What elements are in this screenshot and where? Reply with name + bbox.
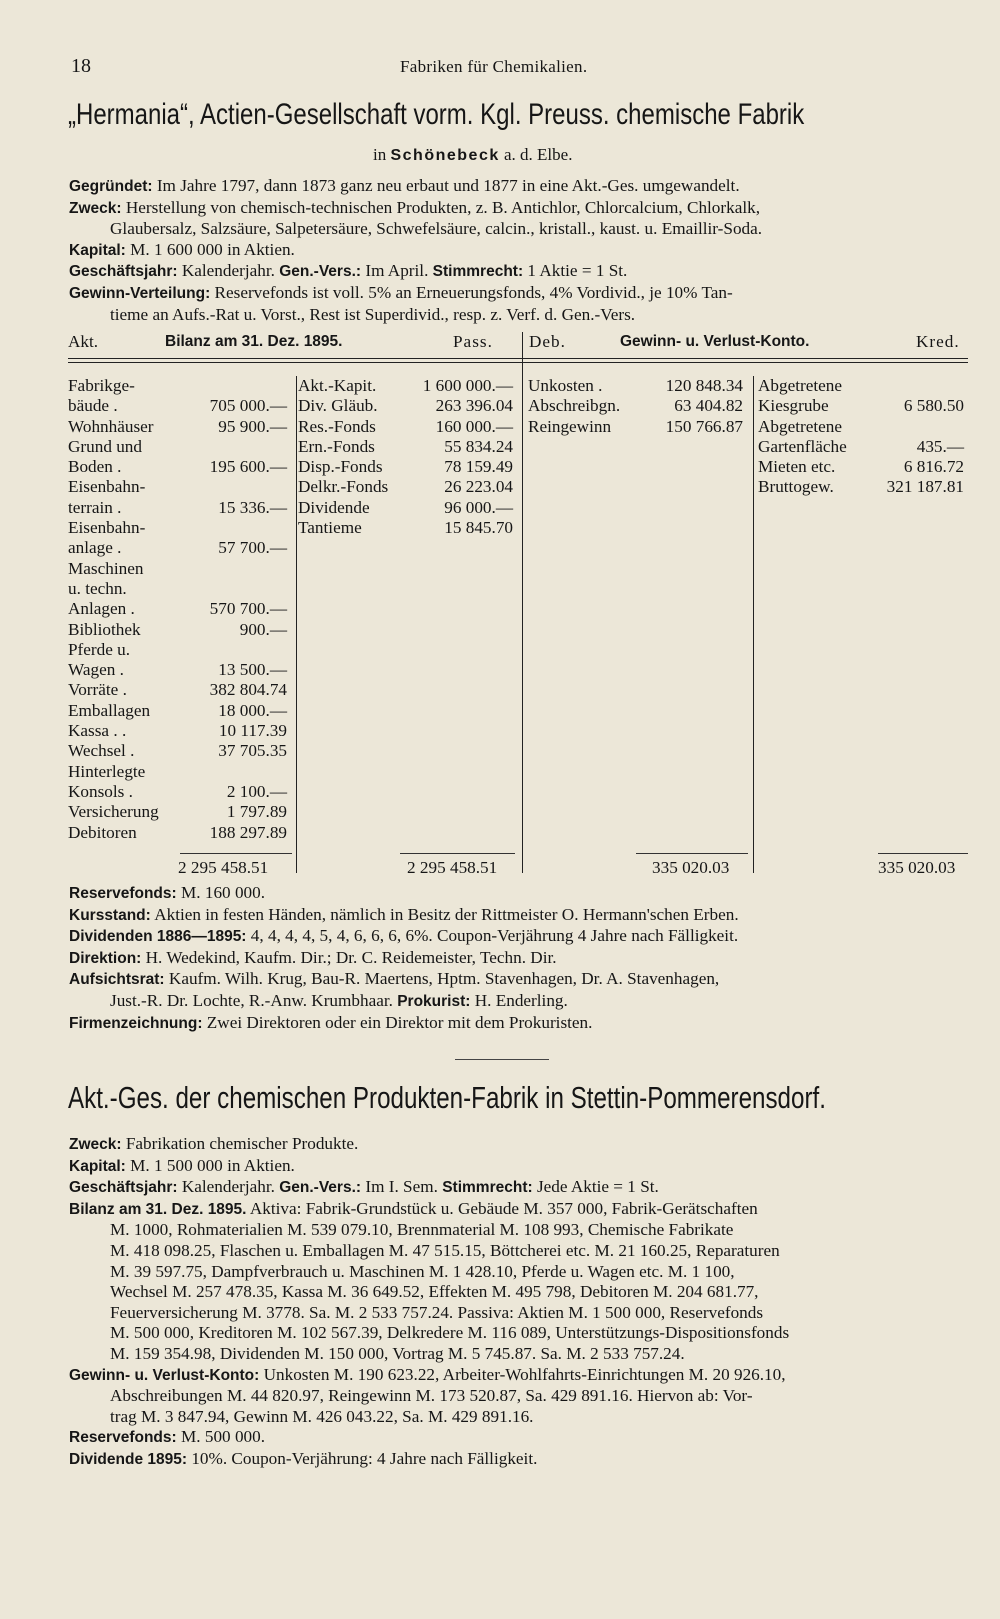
field-key: Geschäftsjahr: [69, 263, 178, 281]
row-value: 15 336.— [218, 497, 287, 517]
field-text: Im I. Sem. [365, 1177, 438, 1197]
deb-label: Deb. [529, 332, 566, 351]
akt-sum-rule [180, 853, 292, 854]
table-row [68, 437, 287, 457]
table-row [68, 660, 287, 680]
company2-fields [69, 1134, 969, 1471]
row-label: Kassa . . [68, 721, 127, 741]
field-text: M. 418 098.25, Flaschen u. Emballagen M. 47 515.15, Böttcherei etc. M. 21 160.25, Reparaturen [110, 1240, 780, 1260]
kred-sum-rule [878, 853, 968, 854]
row-value: 900.— [239, 619, 287, 639]
row-value: 263 396.04 [435, 396, 513, 416]
row-label: Ern.-Fonds [298, 436, 375, 456]
text-line [69, 261, 969, 283]
row-value: 1 600 000.— [422, 376, 513, 395]
subtitle-pre: in [373, 145, 387, 164]
row-label: Unkosten . [528, 376, 603, 395]
table-row [528, 396, 743, 416]
row-value: 57 700.— [218, 538, 287, 558]
table-row [758, 437, 964, 457]
field-key: Reservefonds: [69, 1429, 177, 1447]
row-label: Abschreibgn. [528, 396, 621, 416]
row-label: Pferde u. [68, 639, 131, 659]
field-key: Gegründet: [69, 178, 153, 195]
row-value: 188 297.89 [209, 822, 287, 842]
total-deb: 335 020.03 [652, 858, 730, 877]
table-row [68, 417, 287, 437]
field-key: Stimmrecht: [432, 263, 524, 281]
field-text: Fabrikation chemischer Produkte. [125, 1134, 359, 1153]
field-key: Kapital: [69, 241, 126, 259]
text-line [69, 991, 969, 1013]
field-key: Firmenzeichnung: [69, 1014, 203, 1032]
table-row [68, 518, 287, 538]
table-row [68, 538, 287, 558]
row-label: Div. Gläub. [298, 396, 378, 416]
table-row [68, 376, 287, 396]
table-row [758, 376, 964, 396]
field-text: Zwei Direktoren oder ein Direktor mit dem Prokuristen. [206, 1012, 593, 1032]
field-key: Kursstand: [69, 906, 151, 924]
text-line [69, 1156, 969, 1178]
section-separator [455, 1059, 549, 1060]
row-label: Abgetretene [758, 376, 842, 395]
text-line [69, 1013, 969, 1035]
text-line [69, 1407, 969, 1428]
table-row [68, 498, 287, 518]
field-text: M. 1 500 000 in Aktien. [130, 1155, 295, 1175]
company2-title: Akt.-Ges. der chemischen Produkten-Fabrik in Stettin-Pommerensdorf. [68, 1080, 826, 1115]
pass-sum-rule [400, 853, 515, 854]
company1-title: „Hermania“, Actien-Gesellschaft vorm. Kgl. Preuss. chemische Fabrik [68, 98, 805, 131]
row-label: Akt.-Kapit. [298, 376, 377, 395]
table-row [68, 701, 287, 721]
row-label: u. techn. [68, 578, 127, 598]
row-value: 26 223.04 [444, 477, 513, 497]
field-key: Kapital: [69, 1157, 126, 1175]
row-value: 55 834.24 [444, 436, 513, 456]
field-text: Feuerversicherung M. 3778. Sa. M. 2 533 757.24. Passiva: Aktien M. 1 500 000, Reservefonds [110, 1302, 764, 1322]
field-key: Zweck: [69, 199, 122, 217]
row-label: Kiesgrube [758, 396, 829, 416]
field-text: M. 500 000. [180, 1427, 266, 1447]
row-label: anlage . [68, 538, 122, 558]
field-key: Gen.-Vers.: [279, 1179, 362, 1197]
row-value: 2 100.— [226, 781, 287, 801]
text-line [69, 1199, 969, 1221]
pass-label: Pass. [453, 332, 493, 351]
text-line [69, 926, 969, 948]
field-text: Abschreibungen M. 44 820.97, Reingewinn M. 173 520.87, Sa. 429 891.16. Hiervon ab: Vor- [110, 1386, 753, 1406]
row-label: Boden . [68, 457, 122, 477]
row-value: 6 580.50 [903, 396, 964, 416]
table-row [758, 457, 964, 477]
deb-sum-rule [636, 853, 748, 854]
row-value: 37 705.35 [218, 741, 287, 761]
field-text: 1 Aktie = 1 St. [527, 261, 628, 281]
field-text: Jede Aktie = 1 St. [536, 1177, 659, 1197]
row-label: Dividende [298, 497, 370, 517]
table-row [68, 741, 287, 761]
kredit-column [758, 376, 964, 498]
text-line [69, 1134, 969, 1156]
field-text: M. 39 597.75, Dampfverbrauch u. Maschinen M. 1 428.10, Pferde u. Wagen etc. M. 1 100, [110, 1261, 735, 1281]
row-label: Reingewinn [528, 416, 612, 436]
row-value: 120 848.34 [665, 376, 743, 395]
table-row [68, 640, 287, 660]
table-row [758, 417, 964, 437]
row-label: Wagen . [68, 660, 124, 680]
text-line [69, 905, 969, 927]
kred-label: Kred. [916, 332, 960, 351]
text-line [69, 1241, 969, 1262]
text-line [69, 219, 969, 240]
row-value: 95 900.— [218, 416, 287, 436]
table-row [68, 559, 287, 579]
table-row [68, 680, 287, 700]
row-label: terrain . [68, 497, 122, 517]
table-row [298, 457, 513, 477]
row-label: Vorräte . [68, 680, 127, 700]
total-akt: 2 295 458.51 [178, 858, 269, 877]
field-text: Aktiva: Fabrik-Grundstück u. Gebäude M. 357 000, Fabrik-Gerätschaften [249, 1198, 758, 1218]
field-text: M. 160 000. [180, 883, 266, 902]
subtitle-city: Schönebeck [390, 147, 500, 164]
row-value: 1 797.89 [226, 802, 287, 822]
row-label: bäude . [68, 396, 118, 416]
field-text: M. 1000, Rohmaterialien M. 539 079.10, Brennmaterial M. 108 993, Chemische Fabrikate [110, 1220, 734, 1240]
text-line [69, 1386, 969, 1407]
row-value: 160 000.— [435, 416, 513, 436]
row-value: 10 117.39 [218, 721, 287, 741]
text-line [69, 1303, 969, 1324]
text-line [69, 240, 969, 262]
row-value: 150 766.87 [665, 416, 743, 436]
field-text: Reservefonds ist voll. 5% an Erneuerungsfonds, 4% Vordivid., je 10% Tan- [214, 282, 733, 302]
company1-fields [69, 176, 969, 325]
table-row [528, 376, 743, 396]
field-text: Just.-R. Dr. Lochte, R.-Anw. Krumbhaar. [110, 990, 393, 1010]
table-row [68, 782, 287, 802]
table-divider-2 [522, 362, 523, 873]
row-value: 570 700.— [209, 599, 287, 619]
field-text: Kalenderjahr. [181, 261, 275, 281]
row-value: 15 845.70 [444, 518, 513, 538]
field-key: Reservefonds: [69, 885, 177, 902]
row-label: Fabrikge- [68, 376, 135, 395]
row-value: 321 187.81 [886, 477, 964, 497]
text-line [69, 1427, 969, 1449]
field-text: trag M. 3 847.94, Gewinn M. 426 043.22, Sa. M. 429 891.16. [110, 1406, 534, 1426]
field-text: Herstellung von chemisch-technischen Produkten, z. B. Antichlor, Chlorcalcium, Chlorkalk, [125, 197, 761, 217]
row-label: Anlagen . [68, 599, 135, 619]
row-value: 435.— [916, 436, 964, 456]
text-line [69, 948, 969, 970]
akt-label: Akt. [68, 332, 99, 351]
table-row [68, 579, 287, 599]
field-text: Kaufm. Wilh. Krug, Bau-R. Maertens, Hptm. Stavenhagen, Dr. A. Stavenhagen, [168, 969, 720, 989]
row-label: Konsols . [68, 781, 133, 801]
text-line [69, 969, 969, 991]
field-key: Stimmrecht: [442, 1179, 533, 1197]
table-row [68, 599, 287, 619]
table-row [298, 477, 513, 497]
table-row [298, 498, 513, 518]
field-key: Prokurist: [397, 992, 471, 1010]
text-line [69, 1282, 969, 1303]
field-text: M. 1 600 000 in Aktien. [130, 239, 295, 259]
passiva-column [298, 376, 513, 538]
field-key: Direktion: [69, 949, 142, 967]
row-value: 195 600.— [209, 457, 287, 477]
row-value: 96 000.— [444, 497, 513, 517]
field-text: 10%. Coupon-Verjährung: 4 Jahre nach Fälligkeit. [191, 1448, 538, 1468]
table-row [758, 477, 964, 497]
text-line [69, 1177, 969, 1199]
field-text: Glaubersalz, Salzsäure, Salpetersäure, Schwefelsäure, calcin., kristall., kaust. u. Emaillir-Soda. [110, 219, 763, 239]
row-label: Emballagen [68, 700, 151, 720]
row-label: Res.-Fonds [298, 416, 376, 436]
table-row [298, 518, 513, 538]
row-label: Grund und [68, 436, 142, 456]
text-line [69, 883, 969, 905]
field-key: Gen.-Vers.: [279, 263, 362, 281]
field-key: Dividenden 1886—1895: [69, 928, 247, 946]
row-label: Bruttogew. [758, 477, 834, 497]
row-label: Disp.-Fonds [298, 457, 383, 477]
field-text: Kalenderjahr. [181, 1177, 275, 1197]
field-key: Gewinn-Verteilung: [69, 284, 211, 302]
header-divider [522, 332, 523, 362]
table-divider-3 [753, 376, 754, 873]
row-label: Wohnhäuser [68, 416, 154, 436]
total-pass: 2 295 458.51 [407, 858, 498, 877]
bilanz-title: Bilanz am 31. Dez. 1895. [165, 333, 343, 350]
table-row [68, 721, 287, 741]
row-label: Eisenbahn- [68, 518, 146, 538]
field-key: Zweck: [69, 1136, 122, 1153]
row-label: Bibliothek [68, 619, 141, 639]
field-text: M. 159 354.98, Dividenden M. 150 000, Vortrag M. 5 745.87. Sa. M. 2 533 757.24. [110, 1343, 685, 1363]
field-text: Im April. [365, 261, 429, 281]
text-line [69, 1220, 969, 1241]
table-divider-1 [296, 376, 297, 873]
field-text: Wechsel M. 257 478.35, Kassa M. 36 649.52, Effekten M. 495 798, Debitoren M. 204 681.77, [110, 1282, 759, 1302]
table-row [68, 823, 287, 843]
row-value: 18 000.— [218, 700, 287, 720]
running-head: Fabriken für Chemikalien. [400, 57, 588, 76]
field-text: Aktien in festen Händen, nämlich in Besitz der Rittmeister O. Hermann'schen Erben. [154, 904, 739, 924]
table-row [68, 620, 287, 640]
row-value: 13 500.— [218, 660, 287, 680]
header-rule-1 [68, 358, 968, 359]
field-text: H. Enderling. [474, 990, 568, 1010]
table-row [528, 417, 743, 437]
table-row [68, 477, 287, 497]
debet-column [528, 376, 743, 437]
subtitle-post: a. d. Elbe. [504, 145, 573, 164]
row-value: 6 816.72 [903, 457, 964, 477]
company1-after-fields [69, 883, 969, 1034]
field-text: Unkosten M. 190 623.22, Arbeiter-Wohlfahrts-Einrichtungen M. 20 926.10, [263, 1364, 786, 1384]
row-label: Eisenbahn- [68, 477, 146, 497]
field-key: Dividende 1895: [69, 1450, 188, 1468]
field-text: M. 500 000, Kreditoren M. 102 567.39, Delkredere M. 116 089, Unterstützungs-Dispositionsfonds [110, 1323, 790, 1343]
table-row [298, 417, 513, 437]
gv-title: Gewinn- u. Verlust-Konto. [620, 333, 810, 350]
row-label: Wechsel . [68, 741, 135, 761]
text-line [69, 1365, 969, 1387]
field-key: Gewinn- u. Verlust-Konto: [69, 1366, 260, 1384]
row-value: 78 159.49 [444, 457, 513, 477]
text-line [69, 176, 969, 198]
row-label: Mieten etc. [758, 457, 836, 477]
total-kred: 335 020.03 [878, 858, 956, 877]
text-line [69, 283, 969, 305]
row-label: Versicherung [68, 802, 159, 822]
row-label: Tantieme [298, 518, 362, 538]
text-line [69, 198, 969, 220]
row-label: Hinterlegte [68, 761, 146, 781]
table-row [298, 376, 513, 396]
field-text: H. Wedekind, Kaufm. Dir.; Dr. C. Reidemeister, Techn. Dir. [145, 947, 557, 967]
row-label: Abgetretene [758, 416, 842, 436]
field-text: Im Jahre 1797, dann 1873 ganz neu erbaut und 1877 in eine Akt.-Ges. umgewandelt. [156, 176, 740, 195]
field-key: Geschäftsjahr: [69, 1179, 178, 1197]
row-label: Debitoren [68, 822, 137, 842]
table-row [68, 802, 287, 822]
header-rule-2 [68, 362, 968, 363]
balance-header [68, 332, 968, 354]
page-number: 18 [71, 55, 91, 77]
text-line [69, 1344, 969, 1365]
aktiva-column [68, 376, 287, 843]
field-key: Bilanz am 31. Dez. 1895. [69, 1200, 247, 1218]
field-text: 4, 4, 4, 4, 5, 4, 6, 6, 6, 6%. Coupon-Verjährung 4 Jahre nach Fälligkeit. [250, 926, 739, 946]
table-row [298, 437, 513, 457]
field-text: tieme an Aufs.-Rat u. Vorst., Rest ist Superdivid., resp. z. Verf. d. Gen.-Vers. [110, 304, 636, 324]
row-value: 705 000.— [209, 396, 287, 416]
row-label: Delkr.-Fonds [298, 477, 389, 497]
table-row [298, 396, 513, 416]
row-value: 63 404.82 [674, 396, 743, 416]
text-line [69, 1262, 969, 1283]
table-row [68, 396, 287, 416]
table-row [68, 762, 287, 782]
text-line [69, 1449, 969, 1471]
text-line [69, 305, 969, 326]
company1-subtitle [373, 145, 572, 167]
table-row [758, 396, 964, 416]
field-key: Aufsichtsrat: [69, 971, 165, 989]
row-label: Maschinen [68, 558, 144, 578]
row-label: Gartenfläche [758, 436, 847, 456]
table-row [68, 457, 287, 477]
row-value: 382 804.74 [209, 680, 287, 700]
text-line [69, 1323, 969, 1344]
